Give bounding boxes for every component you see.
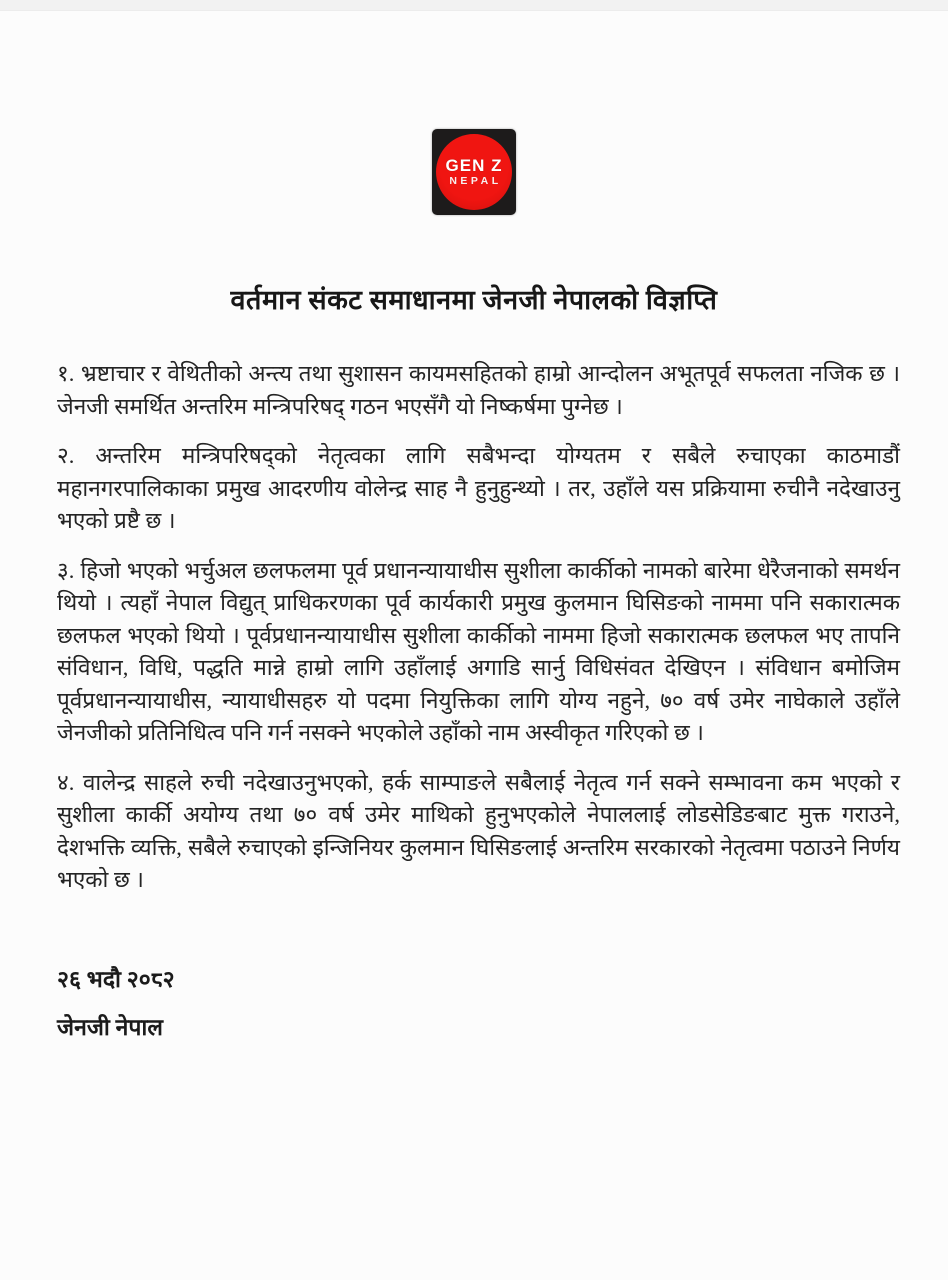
logo-text-primary: GEN Z: [445, 156, 503, 175]
document-body: [57, 358, 900, 914]
paragraph-4: ४. वालेन्द्र साहले रुची नदेखाउनुभएको, हर्क साम्पाङले सबैलाई नेतृत्व गर्न सक्ने सम्भावना कम भएको र सुशीला कार्की अयोग्य तथा ७० वर्ष उमेर माथिको हुनुभएकोले नेपाललाई लोडसेडिङबाट मुक्त गराउने, देशभक्ति व्यक्ति, सबैले रुचाएको इन्जिनियर कुलमान घिसिङलाई अन्तरिम सरकारको नेतृत्वमा पठाउने निर्णय भएको छ ।: [57, 769, 900, 892]
paragraph-3: ३. हिजो भएको भर्चुअल छलफलमा पूर्व प्रधानन्यायाधीस सुशीला कार्कीको नामको बारेमा धेरैजनाको समर्थन थियो । त्यहाँ नेपाल विद्युत् प्राधिकरणका पूर्व कार्यकारी प्रमुख कुलमान घिसिङको नाममा पनि सकारात्मक छलफल भएको थियो । पूर्वप्रधानन्यायाधीस सुशीला कार्कीको नाममा हिजो सकारात्मक छलफल भए तापनि संविधान, विधि, पद्धति मान्ने हाम्रो लागि उहाँलाई अगाडि सार्नु विधिसंवत देखिएन । संविधान बमोजिम पूर्वप्रधानन्यायाधीस, न्यायाधीसहरु यो पदमा नियुक्तिका लागि योग्य नहुने, ७० वर्ष उमेर नाघेकाले उहाँले जेनजीको प्रतिनिधित्व पनि गर्न नसक्ने भएकोले उहाँको नाम अस्वीकृत गरिएको छ ।: [57, 557, 900, 745]
logo-text-secondary: NEPAL: [449, 175, 502, 187]
page-top-edge: [0, 0, 948, 11]
logo-container: [0, 129, 948, 215]
document-date: २६ भदौ २०८२: [57, 967, 175, 992]
genz-nepal-logo: [432, 129, 516, 215]
document-title: वर्तमान संकट समाधानमा जेनजी नेपालको विज्ञप्ति: [230, 285, 718, 316]
paragraph-1: १. भ्रष्टाचार र वेथितीको अन्त्य तथा सुशासन कायमसहितको हाम्रो आन्दोलन अभूतपूर्व सफलता नजिक छ । जेनजी समर्थित अन्तरिम मन्त्रिपरिषद् गठन भएसँगै यो निष्कर्षमा पुग्नेछ ।: [57, 361, 900, 419]
document-signature: जेनजी नेपाल: [57, 1015, 163, 1040]
paragraph-2: २. अन्तरिम मन्त्रिपरिषद्को नेतृत्वका लागि सबैभन्दा योग्यतम र सबैले रुचाएका काठमाडौं महानगरपालिकाका प्रमुख आदरणीय वोलेन्द्र साह नै हुनुहुन्थ्यो । तर, उहाँले यस प्रक्रियामा रुचीनै नदेखाउनु भएको प्रष्टै छ ।: [57, 443, 900, 533]
logo-red-circle-icon: [436, 134, 512, 210]
